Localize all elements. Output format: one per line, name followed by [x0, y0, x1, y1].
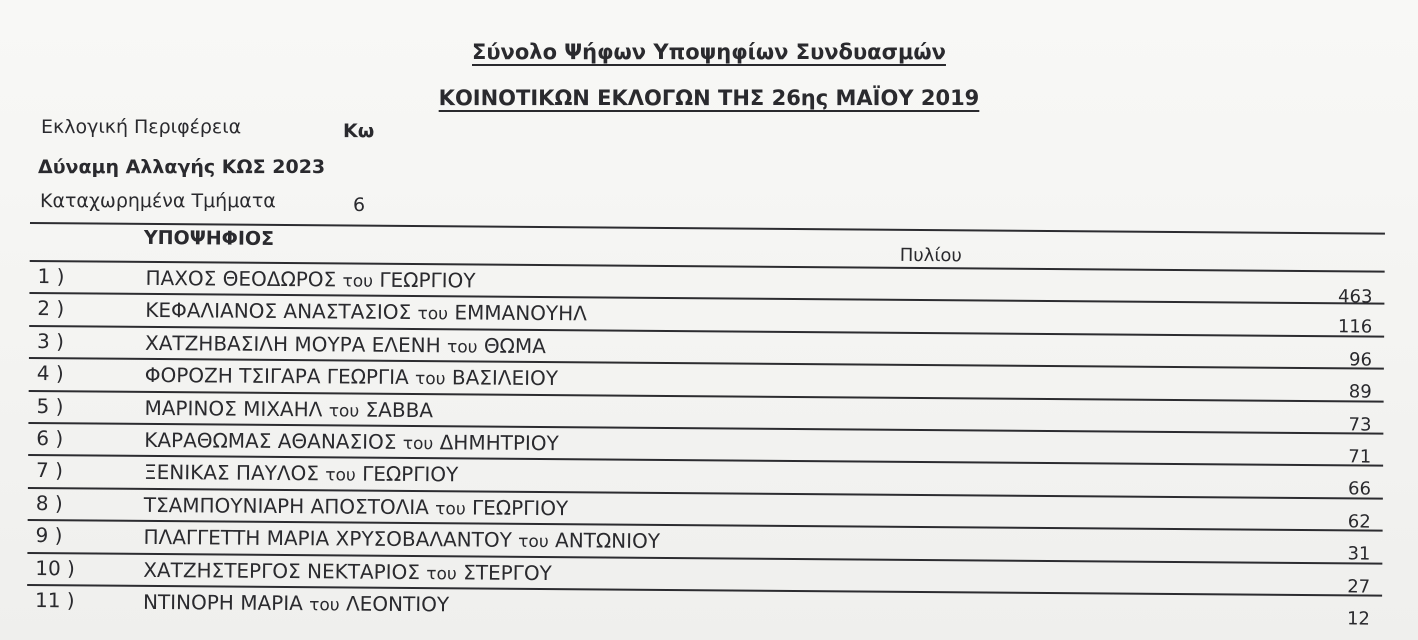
- father-name: ΓΕΩΡΓΙΟΥ: [362, 461, 459, 487]
- row-number: 11 ): [34, 587, 75, 613]
- vote-count: 463: [1338, 286, 1373, 308]
- row-number: 10 ): [35, 555, 75, 580]
- father-name: ΣΤΕΡΓΟΥ: [463, 559, 552, 585]
- row-number: 3 ): [36, 328, 65, 354]
- father-name: ΓΕΩΡΓΙΟΥ: [379, 267, 476, 293]
- father-name: ΣΑΒΒΑ: [365, 397, 434, 422]
- candidate-fullname: ΜΑΡΙΝΟΣ ΜΙΧΑΗΛ: [144, 395, 323, 421]
- row-number: 8 ): [35, 490, 63, 515]
- district-label: Εκλογική Περιφέρεια: [41, 116, 242, 138]
- candidate-name: [145, 266, 475, 293]
- vote-count: 71: [1348, 446, 1372, 468]
- header-candidate: ΥΠΟΨΗΦΙΟΣ: [143, 226, 275, 250]
- candidate-fullname: ΦΟΡΟΖΗ ΤΣΙΓΑΡΑ ΓΕΩΡΓΙΑ: [144, 363, 409, 390]
- row-number: 1 ): [37, 264, 65, 289]
- candidate-fullname: ΧΑΤΖΗΣΤΕΡΓΟΣ ΝΕΚΤΑΡΙΟΣ: [143, 557, 421, 584]
- vote-count: 73: [1348, 413, 1372, 436]
- patronymic-prefix: του: [402, 433, 434, 455]
- vote-count: 89: [1348, 381, 1372, 403]
- vote-count: 12: [1346, 608, 1371, 630]
- candidate-fullname: ΧΑΤΖΗΒΑΣΙΛΗ ΜΟΥΡΑ ΕΛΕΝΗ: [144, 330, 441, 358]
- father-name: ΘΩΜΑ: [483, 333, 546, 358]
- patronymic-prefix: του: [325, 465, 356, 486]
- candidate-fullname: ΠΛΑΓΓΕΤΤΗ ΜΑΡΙΑ ΧΡΥΣΟΒΑΛΑΝΤΟΥ: [143, 525, 512, 552]
- vote-count: 96: [1348, 349, 1373, 371]
- candidate-fullname: ΚΕΦΑΛΙΑΝΟΣ ΑΝΑΣΤΑΣΙΟΣ: [145, 298, 412, 325]
- candidate-fullname: ΝΤΙΝΟΡΗ ΜΑΡΙΑ: [142, 589, 303, 616]
- document-title: Σύνολο Ψήφων Υποψηφίων Συνδυασμών: [472, 40, 946, 64]
- candidate-name: [143, 557, 552, 584]
- row-number: 4 ): [36, 361, 64, 386]
- document-subtitle: ΚΟΙΝΟΤΙΚΩΝ ΕΚΛΟΓΩΝ ΤΗΣ 26ης ΜΑΪΟΥ 2019: [438, 86, 980, 110]
- patronymic-prefix: του: [518, 531, 549, 553]
- party-label: Δύναμη Αλλαγής ΚΩΣ 2023: [38, 156, 326, 178]
- patronymic-prefix: του: [342, 271, 374, 292]
- vote-count: 62: [1347, 511, 1371, 533]
- candidate-fullname: ΠΑΧΟΣ ΘΕΟΔΩΡΟΣ: [145, 265, 337, 292]
- father-name: ΑΝΤΩΝΙΟΥ: [554, 528, 661, 554]
- father-name: ΛΕΟΝΤΙΟΥ: [345, 591, 450, 617]
- sections-label: Καταχωρημένα Τμήματα: [40, 190, 276, 212]
- candidate-fullname: ΤΣΑΜΠΟΥΝΙΑΡΗ ΑΠΟΣΤΟΛΙΑ: [143, 492, 429, 519]
- candidate-name: [145, 363, 558, 390]
- father-name: ΓΕΩΡΓΙΟΥ: [471, 495, 569, 520]
- candidate-name: [144, 428, 559, 455]
- candidate-name: [145, 298, 587, 325]
- sections-value: 6: [353, 194, 366, 216]
- candidate-name: [143, 525, 660, 553]
- candidate-name: [145, 331, 546, 358]
- candidate-name: [144, 460, 458, 486]
- results-table: [27, 222, 1385, 630]
- vote-count: 31: [1347, 543, 1371, 565]
- patronymic-prefix: του: [417, 304, 449, 325]
- candidate-name: [143, 590, 449, 616]
- candidate-name: [144, 395, 433, 421]
- father-name: ΔΗΜΗΤΡΙΟΥ: [439, 430, 559, 456]
- candidate-fullname: ΚΑΡΑΘΩΜΑΣ ΑΘΑΝΑΣΙΟΣ: [144, 427, 397, 454]
- patronymic-prefix: του: [309, 595, 340, 616]
- patronymic-prefix: του: [328, 400, 360, 422]
- patronymic-prefix: του: [446, 337, 478, 358]
- father-name: ΕΜΜΑΝΟΥΗΛ: [454, 300, 588, 326]
- header-place: Πυλίου: [899, 244, 962, 267]
- vote-count: 66: [1347, 478, 1372, 500]
- father-name: ΒΑΣΙΛΕΙΟΥ: [451, 365, 559, 391]
- row-number: 9 ): [35, 523, 63, 548]
- row-number: 2 ): [37, 296, 65, 321]
- patronymic-prefix: του: [435, 498, 466, 520]
- patronymic-prefix: του: [414, 369, 446, 390]
- row-number: 6 ): [36, 426, 64, 451]
- patronymic-prefix: του: [426, 563, 457, 584]
- district-value: Κω: [343, 120, 375, 142]
- row-number: 7 ): [35, 458, 64, 483]
- table-body: [27, 260, 1385, 630]
- vote-count: 116: [1337, 316, 1373, 338]
- vote-count: 27: [1347, 575, 1371, 598]
- candidate-fullname: ΞΕΝΙΚΑΣ ΠΑΥΛΟΣ: [143, 460, 320, 486]
- candidate-name: [144, 493, 569, 520]
- row-number: 5 ): [36, 393, 64, 418]
